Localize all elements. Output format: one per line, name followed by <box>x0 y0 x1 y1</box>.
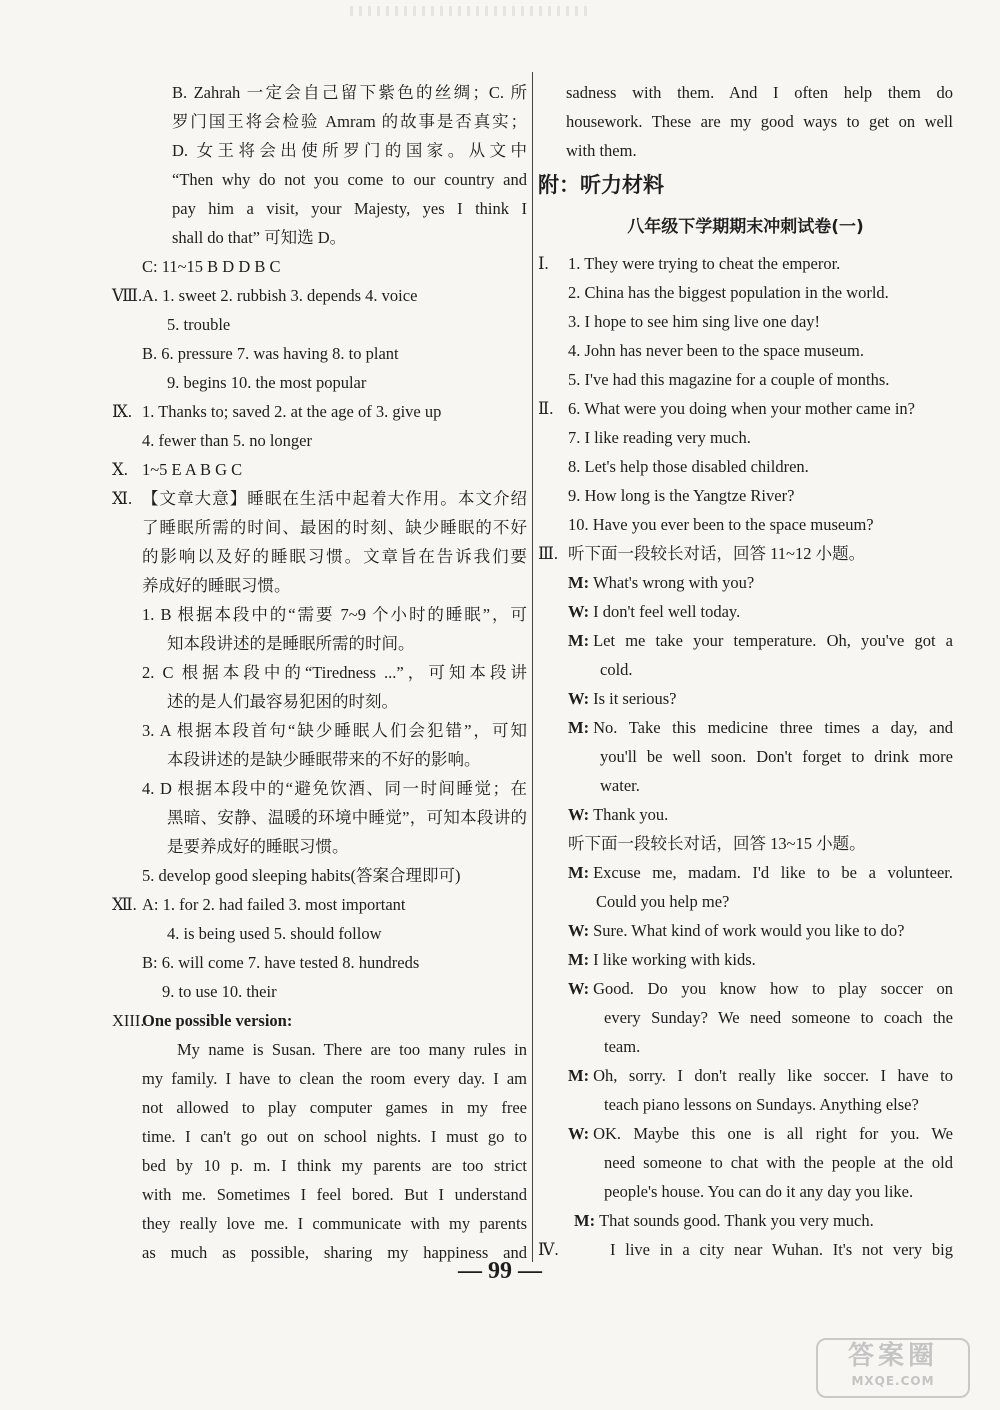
right-column <box>538 78 953 1264</box>
line-text: they really love me. I communicate with my parents <box>142 1214 527 1233</box>
line-text: 知本段讲述的是睡眠所需的时间。 <box>167 634 415 653</box>
text-line <box>112 1064 527 1093</box>
text-line <box>112 1035 527 1064</box>
speaker-label: W: <box>568 805 590 824</box>
text-line <box>538 771 953 800</box>
line-text: 4. is being used 5. should follow <box>167 924 382 943</box>
line-text: A. 1. sweet 2. rubbish 3. depends 4. voice <box>142 286 418 305</box>
line-text: 1. B 根据本段中的“需要 7~9 个小时的睡眠”，可 <box>142 605 527 624</box>
text-line <box>112 890 527 919</box>
line-text: Oh, sorry. I don't really like soccer. I have to <box>593 1066 953 1085</box>
line-text: 9. How long is the Yangtze River? <box>568 486 795 505</box>
text-line <box>112 368 527 397</box>
text-line <box>112 1122 527 1151</box>
text-line <box>112 658 527 687</box>
line-text: sadness with them. And I often help them do <box>566 83 953 102</box>
text-line <box>112 919 527 948</box>
speaker-label: W: <box>568 689 590 708</box>
line-text: cold. <box>600 660 633 679</box>
text-line <box>538 945 953 974</box>
essay-continuation <box>538 78 953 165</box>
text-line <box>538 510 953 539</box>
text-line <box>112 78 527 107</box>
text-line <box>112 1151 527 1180</box>
text-line <box>112 977 527 1006</box>
text-line <box>538 800 953 829</box>
line-text: 3. I hope to see him sing live one day! <box>568 312 821 331</box>
line-text: 4. fewer than 5. no longer <box>142 431 312 450</box>
line-text: Sure. What kind of work would you like to do? <box>593 921 905 940</box>
line-text: 听下面一段较长对话，回答 13~15 小题。 <box>568 834 866 853</box>
text-line <box>538 336 953 365</box>
line-text: as much as possible, sharing my happiness and <box>142 1243 527 1262</box>
speaker-label: W: <box>568 1124 590 1143</box>
speaker-label: M: <box>568 950 590 969</box>
line-text: That sounds good. Thank you very much. <box>599 1211 874 1230</box>
section-numeral: Ⅺ. <box>112 489 133 508</box>
line-text: 6. What were you doing when your mother came in? <box>568 399 916 418</box>
section-numeral: Ⅷ. <box>112 286 143 305</box>
section-numeral: Ⅳ. <box>538 1240 559 1259</box>
line-text: 1. They were trying to cheat the emperor. <box>568 254 841 273</box>
line-text: 本段讲述的是缺少睡眠带来的不好的影响。 <box>167 750 481 769</box>
speaker-label: W: <box>568 921 590 940</box>
text-line <box>538 684 953 713</box>
line-text: No. Take this medicine three times a day, and <box>593 718 953 737</box>
speaker-label: M: <box>568 631 590 650</box>
text-line <box>538 568 953 597</box>
line-text: Could you help me? <box>596 892 730 911</box>
line-text: pay him a visit, your Majesty, yes I think I <box>172 199 527 218</box>
line-text: 罗门国王将会检验 Amram 的故事是否真实； <box>172 112 527 131</box>
text-line <box>538 307 953 336</box>
text-line <box>112 571 527 600</box>
section-numeral: Ⅲ. <box>538 544 559 563</box>
text-line <box>538 394 953 423</box>
line-text: 3. A 根据本段首句“缺少睡眠人们会犯错”，可知 <box>142 721 527 740</box>
text-line <box>538 423 953 452</box>
section-numeral: Ⅰ. <box>538 254 549 273</box>
line-text: Let me take your temperature. Oh, you've got a <box>593 631 953 650</box>
text-line <box>538 1119 953 1148</box>
text-line <box>112 832 527 861</box>
text-line <box>112 397 527 426</box>
line-text: water. <box>600 776 640 795</box>
line-text: 4. John has never been to the space museum. <box>568 341 865 360</box>
text-line <box>538 1177 953 1206</box>
text-line <box>112 223 527 252</box>
line-text: Thank you. <box>593 805 669 824</box>
line-text: B. Zahrah 一定会自己留下紫色的丝绸；C. 所 <box>172 83 527 102</box>
line-text: 是要养成好的睡眠习惯。 <box>167 837 349 856</box>
text-line <box>112 745 527 774</box>
text-line <box>538 742 953 771</box>
column-divider <box>532 72 533 1262</box>
line-text: Good. Do you know how to play soccer on <box>593 979 953 998</box>
line-text: B: 6. will come 7. have tested 8. hundreds <box>142 953 420 972</box>
text-line <box>538 655 953 684</box>
text-line <box>538 597 953 626</box>
speaker-label: M: <box>568 573 590 592</box>
line-text: What's wrong with you? <box>593 573 755 592</box>
line-text: with them. <box>566 141 637 160</box>
text-line <box>112 136 527 165</box>
line-text: C: 11~15 B D D B C <box>142 257 281 276</box>
text-line <box>112 252 527 281</box>
speaker-label: M: <box>574 1211 596 1230</box>
line-text: 9. to use 10. their <box>162 982 277 1001</box>
watermark-url: MXQE.COM <box>851 1374 935 1388</box>
text-line <box>112 948 527 977</box>
section-numeral: Ⅹ. <box>112 460 128 479</box>
text-line <box>112 165 527 194</box>
line-text: 5. I've had this magazine for a couple of months. <box>568 370 890 389</box>
scan-artifact <box>350 6 590 16</box>
text-line <box>112 339 527 368</box>
section-numeral: XIII. <box>112 1011 145 1030</box>
watermark-text: 答案圈 <box>847 1341 938 1371</box>
listening-material <box>538 249 953 1264</box>
text-line <box>112 426 527 455</box>
text-line <box>538 829 953 858</box>
line-text: 的影响以及好的睡眠习惯。文章旨在告诉我们要 <box>142 547 527 566</box>
speaker-label: M: <box>568 1066 590 1085</box>
text-line <box>112 1006 527 1035</box>
text-line <box>112 194 527 223</box>
line-text: 5. trouble <box>167 315 231 334</box>
text-line <box>112 281 527 310</box>
line-text: A: 1. for 2. had failed 3. most important <box>142 895 406 914</box>
line-text: 1. Thanks to; saved 2. at the age of 3. give up <box>142 402 442 421</box>
text-line <box>112 1209 527 1238</box>
text-line <box>538 278 953 307</box>
line-text: housework. These are my good ways to get on well <box>566 112 953 131</box>
speaker-label: W: <box>568 979 590 998</box>
text-line <box>538 916 953 945</box>
text-line <box>112 629 527 658</box>
line-text: 养成好的睡眠习惯。 <box>142 576 291 595</box>
line-text: I don't feel well today. <box>593 602 741 621</box>
line-text: with me. Sometimes I feel bored. But I understand <box>142 1185 527 1204</box>
section-numeral: Ⅻ. <box>112 895 137 914</box>
speaker-label: M: <box>568 718 590 737</box>
line-text: 5. develop good sleeping habits(答案合理即可) <box>142 866 461 885</box>
line-text: D. 女王将会出使所罗门的国家。从文中 <box>172 141 527 160</box>
line-text: 【文章大意】睡眠在生活中起着大作用。本文介绍 <box>142 489 527 508</box>
line-text: 7. I like reading very much. <box>568 428 751 447</box>
text-line <box>112 1180 527 1209</box>
line-text: every Sunday? We need someone to coach the <box>604 1008 953 1027</box>
text-line <box>112 1093 527 1122</box>
text-line <box>538 1206 953 1235</box>
section-numeral: Ⅱ. <box>538 399 554 418</box>
section-numeral: Ⅸ. <box>112 402 133 421</box>
line-text: need someone to chat with the people at the old <box>604 1153 953 1172</box>
line-text: not allowed to play computer games in my free <box>142 1098 527 1117</box>
text-line <box>112 600 527 629</box>
line-text: OK. Maybe this one is all right for you. We <box>593 1124 953 1143</box>
line-text: My name is Susan. There are too many rules in <box>177 1040 527 1059</box>
line-text: Is it serious? <box>593 689 677 708</box>
text-line <box>112 484 527 513</box>
left-column <box>112 78 527 1267</box>
text-line <box>538 539 953 568</box>
line-text: I like working with kids. <box>593 950 756 969</box>
speaker-label: W: <box>568 602 590 621</box>
line-text: 4. D 根据本段中的“避免饮酒、同一时间睡觉；在 <box>142 779 527 798</box>
text-line <box>538 974 953 1003</box>
text-line <box>112 310 527 339</box>
text-line <box>538 136 953 165</box>
line-text: 2. China has the biggest population in the world. <box>568 283 889 302</box>
line-text: One possible version: <box>142 1011 293 1030</box>
text-line <box>538 1148 953 1177</box>
text-line <box>538 858 953 887</box>
text-line <box>112 513 527 542</box>
text-line <box>112 716 527 745</box>
line-text: team. <box>604 1037 641 1056</box>
line-text: 1~5 E A B G C <box>142 460 243 479</box>
text-line <box>112 861 527 890</box>
text-line <box>538 452 953 481</box>
line-text: 9. begins 10. the most popular <box>167 373 367 392</box>
text-line <box>538 249 953 278</box>
text-line <box>112 542 527 571</box>
watermark-logo <box>816 1338 970 1398</box>
text-line <box>538 1003 953 1032</box>
line-text: 听下面一段较长对话，回答 11~12 小题。 <box>568 544 866 563</box>
line-text: 8. Let's help those disabled children. <box>568 457 809 476</box>
text-line <box>538 887 953 916</box>
line-text: I live in a city near Wuhan. It's not very big <box>610 1240 953 1259</box>
text-line <box>538 481 953 510</box>
line-text: 10. Have you ever been to the space museum? <box>568 515 874 534</box>
text-line <box>112 107 527 136</box>
line-text: “Then why do not you come to our country and <box>172 170 527 189</box>
text-line <box>538 713 953 742</box>
line-text: 黑暗、安静、温暖的环境中睡觉”，可知本段讲的 <box>167 808 527 827</box>
appendix-title: 附：听力材料 <box>538 173 664 197</box>
text-line <box>112 455 527 484</box>
line-text: 了睡眠所需的时间、最困的时刻、缺少睡眠的不好 <box>142 518 527 537</box>
text-line <box>538 1061 953 1090</box>
text-line <box>538 107 953 136</box>
text-line <box>538 1090 953 1119</box>
text-line <box>112 687 527 716</box>
line-text: B. 6. pressure 7. was having 8. to plant <box>142 344 399 363</box>
line-text: teach piano lessons on Sundays. Anything else? <box>604 1095 919 1114</box>
text-line <box>112 774 527 803</box>
text-line <box>538 78 953 107</box>
line-text: 述的是人们最容易犯困的时刻。 <box>167 692 398 711</box>
line-text: you'll be well soon. Don't forget to drink more <box>600 747 953 766</box>
page-number: — 99 — <box>458 1258 542 1284</box>
text-line <box>112 803 527 832</box>
text-line <box>538 365 953 394</box>
line-text: people's house. You can do it any day you like. <box>604 1182 914 1201</box>
line-text: Excuse me, madam. I'd like to be a volunteer. <box>593 863 953 882</box>
line-text: bed by 10 p. m. I think my parents are too strict <box>142 1156 527 1175</box>
line-text: shall do that” 可知选 D。 <box>172 228 347 247</box>
line-text: time. I can't go out on school nights. I must go to <box>142 1127 527 1146</box>
exam-title: 八年级下学期期末冲刺试卷(一) <box>627 217 864 237</box>
line-text: 2. C 根据本段中的“Tiredness ...”，可知本段讲 <box>142 663 527 682</box>
text-line <box>538 626 953 655</box>
speaker-label: M: <box>568 863 590 882</box>
text-line <box>538 1032 953 1061</box>
line-text: my family. I have to clean the room every day. I am <box>142 1069 527 1088</box>
